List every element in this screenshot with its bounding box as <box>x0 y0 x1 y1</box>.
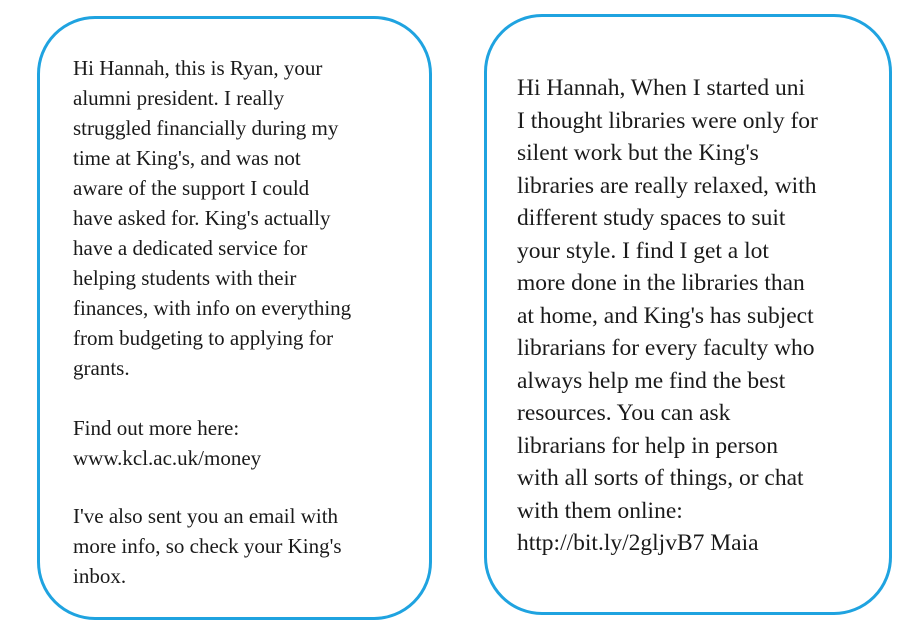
ryan-message-email-note: I've also sent you an email with more info, so check your King's inbox. <box>73 504 342 588</box>
message-card-maia <box>484 14 892 615</box>
ryan-message-link: Find out more here: www.kcl.ac.uk/money <box>73 416 262 470</box>
maia-message: Hi Hannah, When I started uni I thought libraries were only for silent work but the King's libraries are really relaxed, with different study spaces to suit your style. I find I get a lot more done in the libraries than at home, and King's has subject librarians for every faculty who always help me find the best resources. You can ask librarians for help in person with all sorts of things, or chat with them online: http://bit.ly/2gljvB7 Maia <box>517 75 818 556</box>
message-card-ryan <box>37 16 432 620</box>
ryan-message-intro: Hi Hannah, this is Ryan, your alumni president. I really struggled financially during my time at King's, and was not aware of the support I could have asked for. King's actually have a dedicated service for helping students with their finances, with info on everything from budgeting to applying for grants. <box>73 56 352 380</box>
